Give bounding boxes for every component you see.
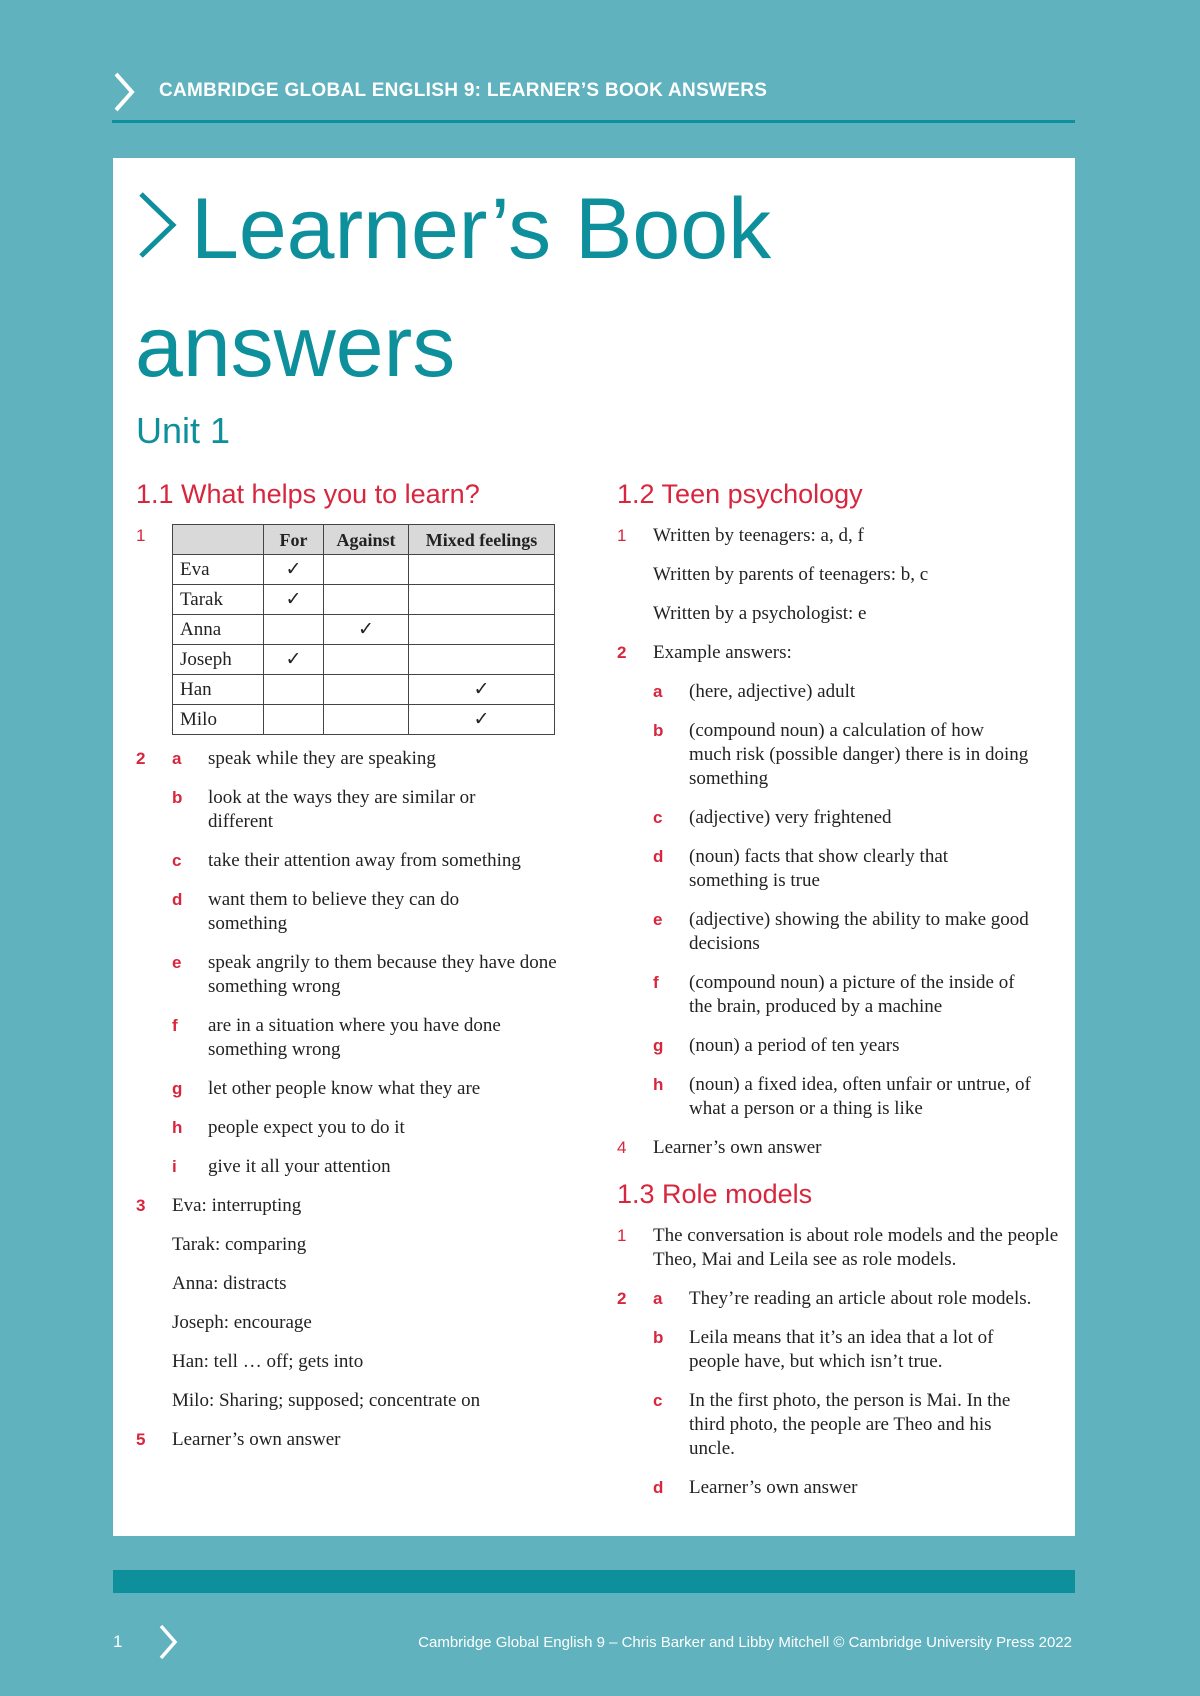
- question-number: 5: [136, 1430, 146, 1449]
- header-title: CAMBRIDGE GLOBAL ENGLISH 9: LEARNER’S BOOK ANSWERS: [159, 80, 768, 101]
- answer-text: Eva: interrupting: [172, 1195, 302, 1216]
- question-5: [136, 1428, 576, 1452]
- check-cell: [324, 585, 409, 615]
- answer-letter: b: [172, 788, 183, 807]
- footer-credit: Cambridge Global English 9 – Chris Barker and Libby Mitchell © Cambridge University Press 2022: [418, 1634, 1072, 1651]
- answer-text: speak while they are speaking: [208, 748, 436, 769]
- section-heading-1-2: 1.2 Teen psychology: [617, 479, 863, 509]
- table-cell: Joseph: [173, 645, 264, 675]
- check-cell: [264, 705, 324, 735]
- answer-letter: f: [172, 1016, 178, 1035]
- answer-text: (adjective) very frightened: [689, 807, 892, 828]
- check-cell: [324, 675, 409, 705]
- answer-letter: i: [172, 1157, 177, 1176]
- answer-letter: d: [653, 1478, 664, 1497]
- answer-text: Example answers:: [653, 642, 792, 663]
- table-row: [173, 585, 555, 615]
- answer-text: (compound noun) a picture of the inside of the brain, produced by a machine: [689, 972, 1015, 1017]
- answer-text: (compound noun) a calculation of how much risk (possible danger) there is in doing something: [689, 720, 1029, 789]
- answer-text: The conversation is about role models and the people Theo, Mai and Leila see as role models.: [653, 1225, 1059, 1270]
- answer-text: (adjective) showing the ability to make good decisions: [689, 909, 1029, 954]
- answer-text: take their attention away from something: [208, 850, 521, 871]
- check-cell: [264, 675, 324, 705]
- answer-text: (noun) a period of ten years: [689, 1035, 900, 1056]
- check-cell: [409, 645, 555, 675]
- answer-text: want them to believe they can do something: [208, 889, 460, 934]
- question-number: 2: [136, 749, 146, 768]
- answer-text: let other people know what they are: [208, 1078, 481, 1099]
- answer-item: [136, 849, 576, 873]
- page-header: [112, 72, 1075, 123]
- answer-letter: f: [653, 973, 659, 992]
- answer-item: [136, 1077, 576, 1101]
- question-1: [136, 524, 576, 735]
- answer-letter: d: [653, 847, 664, 866]
- check-cell: [409, 615, 555, 645]
- answer-letter: d: [172, 890, 183, 909]
- answer-letter: h: [653, 1075, 664, 1094]
- answer-text: (noun) a fixed idea, often unfair or untrue, of what a person or a thing is like: [689, 1074, 1031, 1119]
- answer-item: [617, 680, 1057, 704]
- answer-letter: a: [172, 749, 182, 768]
- answer-letter: g: [653, 1036, 664, 1055]
- answer-letter: b: [653, 1328, 664, 1347]
- page-number: 1: [113, 1632, 123, 1651]
- answer-text: Written by parents of teenagers: b, c: [653, 564, 929, 585]
- answer-letter: e: [172, 953, 182, 972]
- table-row: [173, 555, 555, 585]
- answer-item: [136, 747, 576, 771]
- check-cell: [324, 555, 409, 585]
- title-line-1: Learner’s Book: [191, 181, 772, 277]
- check-cell: ✓: [409, 705, 555, 735]
- answer-item: [617, 1326, 1057, 1374]
- answer-text: (noun) facts that show clearly that something is true: [689, 846, 949, 891]
- answer-item: [617, 908, 1057, 956]
- unit-heading: Unit 1: [136, 410, 231, 451]
- answer-text: Han: tell … off; gets into: [172, 1351, 364, 1372]
- table-cell: Anna: [173, 615, 264, 645]
- question-number: 4: [617, 1138, 627, 1157]
- check-cell: [324, 645, 409, 675]
- check-cell: ✓: [264, 645, 324, 675]
- check-cell: ✓: [264, 585, 324, 615]
- answer-letter: b: [653, 721, 664, 740]
- answer-item: [617, 1034, 1057, 1058]
- question-3: [136, 1194, 576, 1218]
- answer-letter: a: [653, 1289, 663, 1308]
- table-row: [173, 705, 555, 735]
- question-number: 3: [136, 1196, 146, 1215]
- answer-text: speak angrily to them because they have done something wrong: [208, 952, 557, 997]
- answer-item: [136, 951, 576, 999]
- answer-text: are in a situation where you have done something wrong: [208, 1015, 501, 1060]
- answer-table: [172, 524, 555, 735]
- answer-letter: e: [653, 910, 663, 929]
- table-header: Mixed feelings: [409, 525, 555, 555]
- question-number: 2: [617, 643, 627, 662]
- answer-text: Learner’s own answer: [689, 1477, 858, 1498]
- question-number: 1: [617, 1226, 627, 1245]
- answer-item: [617, 719, 1057, 791]
- answer-item: [617, 845, 1057, 893]
- answer-text: Anna: distracts: [172, 1273, 287, 1294]
- answer-text: Leila means that it’s an idea that a lot of people have, but which isn’t true.: [689, 1327, 994, 1372]
- answer-letter: c: [653, 1391, 663, 1410]
- answer-item: [617, 806, 1057, 830]
- answer-item: [136, 786, 576, 834]
- check-cell: [324, 705, 409, 735]
- question-number: 1: [617, 526, 627, 545]
- answer-item: [617, 1389, 1057, 1461]
- footer-bar: [113, 1570, 1075, 1593]
- check-cell: ✓: [264, 555, 324, 585]
- answer-text: Joseph: encourage: [172, 1312, 312, 1333]
- question-2: [617, 641, 1057, 665]
- answer-text: Learner’s own answer: [653, 1137, 822, 1158]
- question-1: [617, 524, 1057, 548]
- table-header: [173, 525, 264, 555]
- answer-item: [617, 971, 1057, 1019]
- answer-item: [136, 888, 576, 936]
- check-cell: [409, 555, 555, 585]
- section-heading-1-3: 1.3 Role models: [617, 1179, 813, 1209]
- answer-text: They’re reading an article about role models.: [689, 1288, 1032, 1309]
- answer-item: [136, 1155, 576, 1179]
- table-cell: Milo: [173, 705, 264, 735]
- answer-text: In the first photo, the person is Mai. In the third photo, the people are Theo and his uncle.: [689, 1390, 1011, 1459]
- table-cell: Eva: [173, 555, 264, 585]
- answer-item: [617, 1073, 1057, 1121]
- title-line-2: answers: [135, 299, 456, 395]
- answer-text: Learner’s own answer: [172, 1429, 341, 1450]
- section-heading-1-1: 1.1 What helps you to learn?: [136, 479, 480, 509]
- question-4: [617, 1136, 1057, 1160]
- question-number: 2: [617, 1289, 627, 1308]
- table-header: For: [264, 525, 324, 555]
- answer-text: Tarak: comparing: [172, 1234, 307, 1255]
- answer-item: [136, 1014, 576, 1062]
- answer-text: Milo: Sharing; supposed; concentrate on: [172, 1390, 481, 1411]
- table-header: Against: [324, 525, 409, 555]
- table-row: [173, 675, 555, 705]
- table-row: [173, 615, 555, 645]
- question-1: [617, 1224, 1057, 1272]
- check-cell: ✓: [409, 675, 555, 705]
- answer-text: (here, adjective) adult: [689, 681, 856, 702]
- table-row: [173, 645, 555, 675]
- chevron-right-icon: [135, 190, 179, 260]
- answer-letter: c: [653, 808, 663, 827]
- page-title: [135, 170, 771, 406]
- check-cell: [409, 585, 555, 615]
- answer-letter: a: [653, 682, 663, 701]
- content-sheet: [113, 158, 1075, 1536]
- check-cell: [264, 615, 324, 645]
- answer-letter: g: [172, 1079, 183, 1098]
- answer-item: [136, 1116, 576, 1140]
- answer-letter: h: [172, 1118, 183, 1137]
- answer-text: give it all your attention: [208, 1156, 391, 1177]
- left-column: [136, 478, 576, 1467]
- answer-text: people expect you to do it: [208, 1117, 405, 1138]
- answer-text: Written by a psychologist: e: [653, 603, 867, 624]
- answer-item: [617, 1476, 1057, 1500]
- answer-text: Written by teenagers: a, d, f: [653, 525, 864, 546]
- answer-item: [617, 1287, 1057, 1311]
- table-cell: Han: [173, 675, 264, 705]
- chevron-right-icon: [158, 1624, 178, 1660]
- right-column: [617, 478, 1057, 1515]
- answer-letter: c: [172, 851, 182, 870]
- chevron-right-icon: [112, 72, 136, 112]
- table-header-row: [173, 525, 555, 555]
- check-cell: ✓: [324, 615, 409, 645]
- question-number: 1: [136, 526, 146, 545]
- answer-text: look at the ways they are similar or different: [208, 787, 476, 832]
- table-cell: Tarak: [173, 585, 264, 615]
